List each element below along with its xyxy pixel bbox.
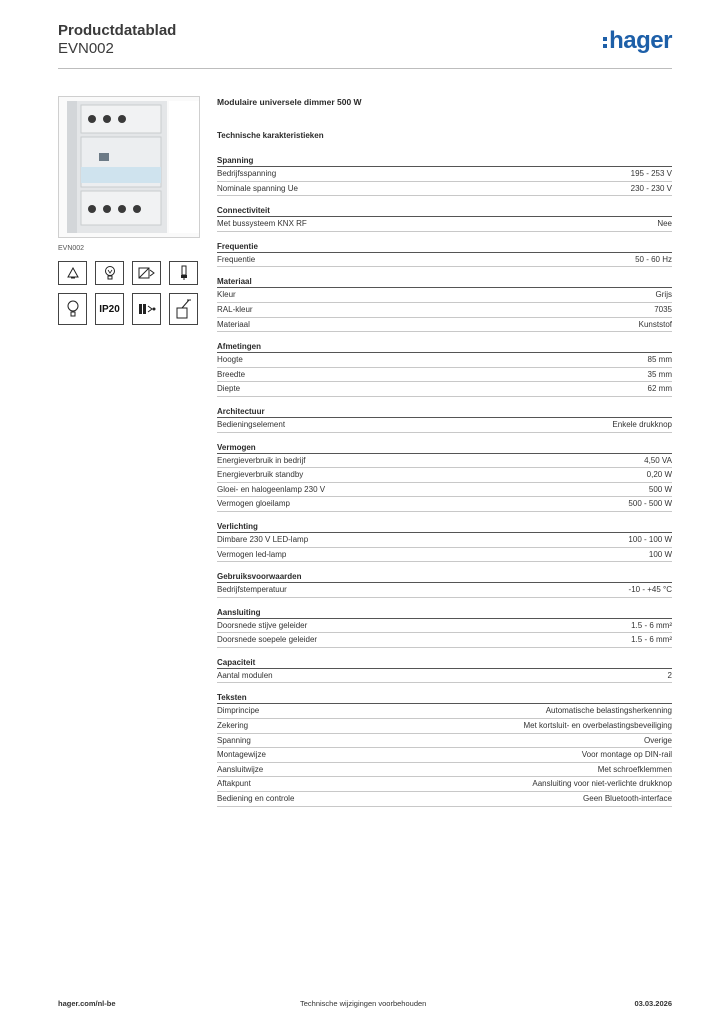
spec-value: Voor montage op DIN-rail xyxy=(581,750,672,760)
transformer-icon xyxy=(132,261,161,285)
spec-row xyxy=(217,763,672,778)
spec-section xyxy=(217,341,672,397)
spec-value: Enkele drukknop xyxy=(612,419,672,429)
ip20-badge: IP20 xyxy=(95,293,124,325)
led-lamp-icon xyxy=(169,261,198,285)
spec-value: Met kortsluit- en overbelastingsbeveiliging xyxy=(523,721,672,731)
spec-value: 1.5 - 6 mm² xyxy=(631,620,672,630)
spec-value: 0,20 W xyxy=(646,470,672,480)
spec-label: Gloei- en halogeenlamp 230 V xyxy=(217,484,326,494)
bulb-icon xyxy=(95,261,124,285)
spec-row xyxy=(217,167,672,182)
spec-value: Automatische belastingsherkenning xyxy=(545,706,672,716)
section-title: Architectuur xyxy=(217,406,672,418)
product-name: Modulaire universele dimmer 500 W xyxy=(217,97,362,107)
spec-section xyxy=(217,571,672,598)
dimmer-module-illustration xyxy=(59,97,199,237)
lamp-shade-icon xyxy=(58,261,87,285)
feature-icon-grid xyxy=(58,261,200,333)
section-title: Connectiviteit xyxy=(217,205,672,217)
spec-label: Doorsnede soepele geleider xyxy=(217,635,318,645)
spec-value: 2 xyxy=(667,670,672,680)
spec-label: Dimbare 230 V LED-lamp xyxy=(217,534,309,544)
spec-section xyxy=(217,406,672,433)
spec-row xyxy=(217,454,672,469)
spec-label: Aftakpunt xyxy=(217,779,251,789)
spec-value: 50 - 60 Hz xyxy=(635,254,672,264)
page-title: Productdatablad xyxy=(58,22,177,39)
bulb-outline-icon xyxy=(58,293,87,325)
spec-label: Energieverbruik in bedrijf xyxy=(217,455,306,465)
spec-section xyxy=(217,276,672,332)
spec-section xyxy=(217,607,672,648)
spec-row xyxy=(217,734,672,749)
spec-value: Grijs xyxy=(655,290,672,300)
product-image xyxy=(58,96,200,238)
specification-panel xyxy=(217,96,672,807)
section-title: Capaciteit xyxy=(217,657,672,669)
hager-logo xyxy=(603,28,672,54)
logo-dots-icon xyxy=(603,37,607,48)
spec-label: Frequentie xyxy=(217,254,256,264)
spec-row xyxy=(217,704,672,719)
spec-row xyxy=(217,719,672,734)
spec-label: Bedieningselement xyxy=(217,419,286,429)
spec-section xyxy=(217,692,672,806)
spec-value: 85 mm xyxy=(647,355,672,365)
spec-label: Diepte xyxy=(217,384,241,394)
section-title: Gebruiksvoorwaarden xyxy=(217,571,672,583)
spec-row xyxy=(217,497,672,512)
spec-value: Kunststof xyxy=(638,319,672,329)
spec-label: Breedte xyxy=(217,369,246,379)
spec-value: 35 mm xyxy=(647,369,672,379)
spec-row xyxy=(217,619,672,634)
spec-label: Bedrijfstemperatuur xyxy=(217,585,287,595)
spec-row xyxy=(217,382,672,397)
spec-label: Kleur xyxy=(217,290,236,300)
spec-label: Nominale spanning Ue xyxy=(217,183,298,193)
spec-value: Aansluiting voor niet-verlichte drukknop xyxy=(532,779,672,789)
section-title: Vermogen xyxy=(217,442,672,454)
spec-value: 500 - 500 W xyxy=(628,499,672,509)
section-title: Frequentie xyxy=(217,241,672,253)
spec-label: Aansluitwijze xyxy=(217,764,264,774)
spec-value: 100 W xyxy=(648,549,672,559)
technical-characteristics-heading: Technische karakteristieken xyxy=(217,131,324,140)
spec-label: Hoogte xyxy=(217,355,243,365)
spec-section xyxy=(217,521,672,562)
spec-row xyxy=(217,303,672,318)
spec-row xyxy=(217,368,672,383)
footer-url[interactable]: hager.com/nl-be xyxy=(58,999,116,1008)
spec-row xyxy=(217,182,672,197)
spec-value: 500 W xyxy=(648,484,672,494)
spec-row xyxy=(217,468,672,483)
spec-section xyxy=(217,155,672,196)
spec-row xyxy=(217,253,672,268)
spec-row xyxy=(217,217,672,232)
spec-label: Zekering xyxy=(217,721,249,731)
spec-label: RAL-kleur xyxy=(217,304,253,314)
spec-value: Geen Bluetooth-interface xyxy=(583,794,672,804)
spec-value: Nee xyxy=(657,219,672,229)
product-image-caption: EVN002 xyxy=(58,245,85,252)
spec-value: Overige xyxy=(643,735,672,745)
spec-section xyxy=(217,442,672,512)
spec-row xyxy=(217,792,672,807)
spec-label: Bedrijfsspanning xyxy=(217,169,277,178)
spec-section xyxy=(217,241,672,268)
header-divider xyxy=(58,68,672,69)
spec-row xyxy=(217,777,672,792)
spec-row xyxy=(217,533,672,548)
spec-row xyxy=(217,418,672,433)
spec-label: Aantal modulen xyxy=(217,670,273,680)
spec-value: 100 - 100 W xyxy=(628,534,672,544)
section-title: Teksten xyxy=(217,692,672,704)
spec-value: 230 - 230 V xyxy=(630,183,672,193)
spec-label: Vermogen gloeilamp xyxy=(217,499,290,509)
spec-label: Spanning xyxy=(217,735,251,745)
spec-value: 195 - 253 V xyxy=(630,169,672,178)
spec-section xyxy=(217,657,672,684)
electronic-transformer-icon xyxy=(132,293,161,325)
spec-row xyxy=(217,318,672,333)
spec-value: 1.5 - 6 mm² xyxy=(631,635,672,645)
footer-date: 03.03.2026 xyxy=(634,999,672,1008)
section-title: Aansluiting xyxy=(217,607,672,619)
section-title: Spanning xyxy=(217,155,672,167)
spec-label: Energieverbruik standby xyxy=(217,470,304,480)
spec-value: 7035 xyxy=(654,304,672,314)
spec-label: Met bussysteem KNX RF xyxy=(217,219,307,229)
product-code-heading: EVN002 xyxy=(58,40,114,57)
spec-label: Montagewijze xyxy=(217,750,266,760)
footer-disclaimer: Technische wijzigingen voorbehouden xyxy=(300,999,427,1008)
spec-row xyxy=(217,548,672,563)
spec-label: Dimprincipe xyxy=(217,706,260,716)
spec-row xyxy=(217,583,672,598)
section-title: Materiaal xyxy=(217,276,672,288)
spec-value: Met schroefklemmen xyxy=(597,764,672,774)
spec-value: 4,50 VA xyxy=(644,455,672,465)
spec-label: Bediening en controle xyxy=(217,794,295,804)
spec-label: Vermogen led-lamp xyxy=(217,549,287,559)
spec-label: Materiaal xyxy=(217,319,250,329)
spec-row xyxy=(217,633,672,648)
pushbutton-icon xyxy=(169,293,198,325)
logo-text: hager xyxy=(609,27,672,54)
spec-row xyxy=(217,483,672,498)
spec-row xyxy=(217,748,672,763)
section-title: Verlichting xyxy=(217,521,672,533)
spec-value: -10 - +45 °C xyxy=(628,585,672,595)
spec-row xyxy=(217,288,672,303)
spec-section xyxy=(217,205,672,232)
spec-row xyxy=(217,353,672,368)
section-title: Afmetingen xyxy=(217,341,672,353)
page-footer xyxy=(58,999,672,1008)
spec-label: Doorsnede stijve geleider xyxy=(217,620,308,630)
spec-row xyxy=(217,669,672,684)
spec-sections xyxy=(217,155,672,807)
page-header xyxy=(58,22,672,72)
spec-value: 62 mm xyxy=(647,384,672,394)
